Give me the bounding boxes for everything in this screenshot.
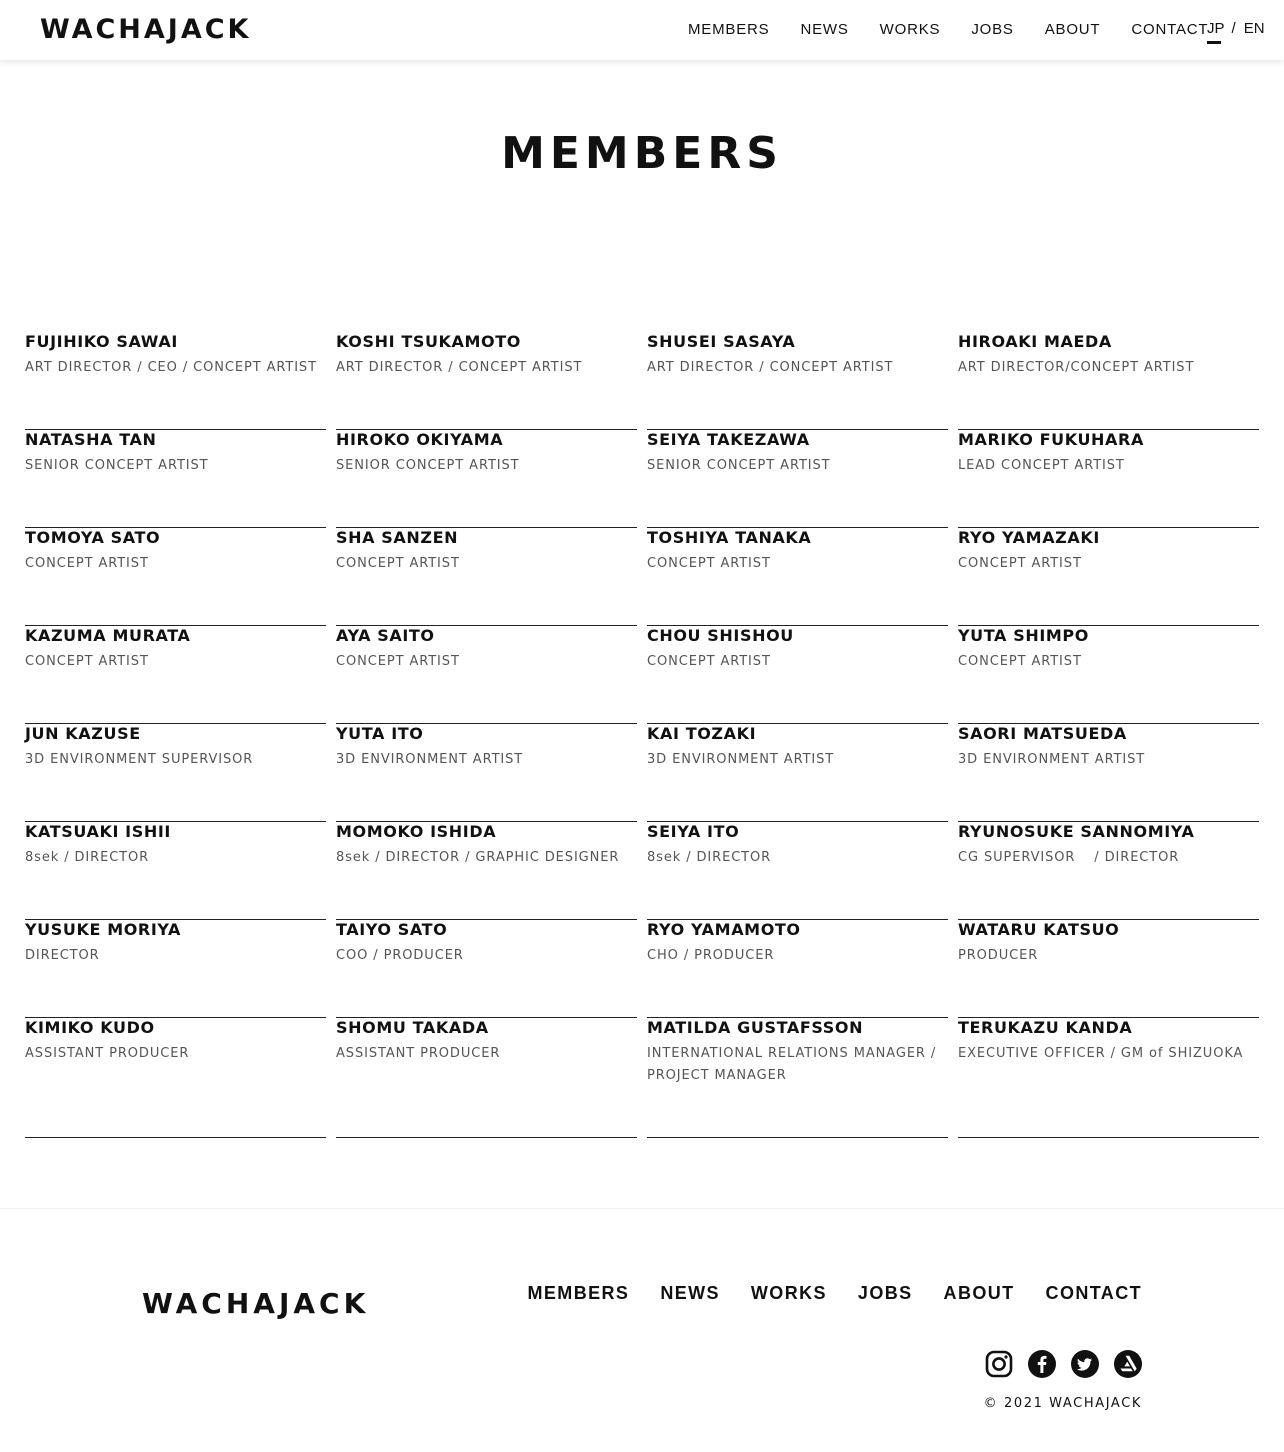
social-links: [985, 1350, 1142, 1378]
member-role: 8sek / DIRECTOR: [647, 850, 772, 865]
lang-en[interactable]: EN: [1243, 20, 1265, 37]
member-role: 8sek / DIRECTOR: [25, 850, 150, 865]
member-role: LEAD CONCEPT ARTIST: [958, 458, 1125, 473]
twitter-icon[interactable]: [1071, 1350, 1099, 1378]
member-card[interactable]: [647, 430, 948, 528]
member-card[interactable]: [958, 822, 1259, 920]
footer-nav-news[interactable]: NEWS: [660, 1283, 720, 1303]
member-name: SEIYA TAKEZAWA: [647, 430, 810, 449]
member-role: 8sek / DIRECTOR / GRAPHIC DESIGNER: [336, 850, 620, 865]
member-name: MATILDA GUSTAFSSON: [647, 1018, 864, 1037]
facebook-icon[interactable]: [1028, 1350, 1056, 1378]
member-role: ART DIRECTOR / CEO / CONCEPT ARTIST: [25, 360, 317, 375]
member-card[interactable]: [25, 430, 326, 528]
member-name: KAI TOZAKI: [647, 724, 757, 743]
instagram-icon[interactable]: [985, 1350, 1013, 1378]
footer-nav-about[interactable]: ABOUT: [943, 1283, 1015, 1303]
member-name: KATSUAKI ISHII: [25, 822, 171, 841]
member-card[interactable]: [958, 626, 1259, 724]
lang-jp[interactable]: JP: [1207, 20, 1225, 37]
member-role: CONCEPT ARTIST: [336, 556, 460, 571]
member-card[interactable]: [647, 626, 948, 724]
site-logo[interactable]: WACHAJACK: [40, 14, 252, 45]
member-card[interactable]: [958, 724, 1259, 822]
member-role: CONCEPT ARTIST: [25, 556, 149, 571]
member-name: TOMOYA SATO: [25, 528, 161, 547]
member-card[interactable]: [336, 1018, 637, 1138]
member-name: SEIYA ITO: [647, 822, 740, 841]
member-name: MOMOKO ISHIDA: [336, 822, 497, 841]
footer-nav-members[interactable]: MEMBERS: [527, 1283, 630, 1303]
member-card[interactable]: [25, 528, 326, 626]
member-role: CONCEPT ARTIST: [647, 556, 771, 571]
footer-logo[interactable]: WACHAJACK: [142, 1287, 370, 1320]
member-card[interactable]: [647, 1018, 948, 1138]
nav-jobs[interactable]: JOBS: [971, 21, 1014, 38]
member-card[interactable]: [647, 724, 948, 822]
member-role: CONCEPT ARTIST: [647, 654, 771, 669]
member-role: CONCEPT ARTIST: [958, 654, 1082, 669]
member-card[interactable]: [25, 626, 326, 724]
member-name: YUSUKE MORIYA: [25, 920, 182, 939]
member-name: SAORI MATSUEDA: [958, 724, 1127, 743]
member-name: KOSHI TSUKAMOTO: [336, 332, 521, 351]
member-role: DIRECTOR: [25, 948, 100, 963]
member-card[interactable]: [25, 724, 326, 822]
member-card[interactable]: [647, 332, 948, 430]
member-card[interactable]: [958, 1018, 1259, 1138]
member-name: HIROKO OKIYAMA: [336, 430, 504, 449]
member-role: ASSISTANT PRODUCER: [336, 1046, 501, 1061]
main-nav: [688, 21, 1239, 38]
member-card[interactable]: [336, 822, 637, 920]
member-card[interactable]: [336, 332, 637, 430]
member-name: YUTA SHIMPO: [958, 626, 1089, 645]
member-role: CHO / PRODUCER: [647, 948, 775, 963]
member-role: CG SUPERVISOR / DIRECTOR: [958, 850, 1180, 865]
member-name: NATASHA TAN: [25, 430, 157, 449]
member-role: CONCEPT ARTIST: [336, 654, 460, 669]
lang-separator: /: [1231, 20, 1236, 37]
member-card[interactable]: [336, 724, 637, 822]
page-title: MEMBERS: [501, 128, 783, 179]
member-card[interactable]: [25, 332, 326, 430]
member-card[interactable]: [647, 920, 948, 1018]
member-name: RYUNOSUKE SANNOMIYA: [958, 822, 1195, 841]
members-grid: [25, 332, 1259, 1138]
member-role: SENIOR CONCEPT ARTIST: [25, 458, 209, 473]
nav-contact[interactable]: CONTACT: [1131, 21, 1209, 38]
member-name: FUJIHIKO SAWAI: [25, 332, 178, 351]
member-card[interactable]: [647, 822, 948, 920]
member-card[interactable]: [25, 920, 326, 1018]
footer-nav: [497, 1283, 1143, 1304]
nav-about[interactable]: ABOUT: [1044, 21, 1101, 38]
member-name: HIROAKI MAEDA: [958, 332, 1112, 351]
member-role: SENIOR CONCEPT ARTIST: [647, 458, 831, 473]
member-name: TOSHIYA TANAKA: [647, 528, 812, 547]
member-name: CHOU SHISHOU: [647, 626, 794, 645]
member-role: 3D ENVIRONMENT ARTIST: [958, 752, 1146, 767]
footer-nav-contact[interactable]: CONTACT: [1045, 1283, 1142, 1303]
member-name: AYA SAITO: [336, 626, 435, 645]
member-card[interactable]: [958, 332, 1259, 430]
member-name: RYO YAMAZAKI: [958, 528, 1100, 547]
member-role: PRODUCER: [958, 948, 1039, 963]
member-role: 3D ENVIRONMENT ARTIST: [336, 752, 524, 767]
member-name: JUN KAZUSE: [25, 724, 141, 743]
member-role: 3D ENVIRONMENT ARTIST: [647, 752, 835, 767]
member-role: EXECUTIVE OFFICER / GM of SHIZUOKA: [958, 1046, 1244, 1061]
member-card[interactable]: [25, 822, 326, 920]
language-switcher: [1207, 20, 1265, 37]
member-card[interactable]: [958, 920, 1259, 1018]
member-role: ART DIRECTOR / CONCEPT ARTIST: [336, 360, 583, 375]
member-name: YUTA ITO: [336, 724, 424, 743]
member-card[interactable]: [336, 528, 637, 626]
member-role: INTERNATIONAL RELATIONS MANAGER / PROJECT MANAGER: [647, 1046, 937, 1083]
member-role: COO / PRODUCER: [336, 948, 464, 963]
member-name: KAZUMA MURATA: [25, 626, 191, 645]
site-footer: [0, 1208, 1284, 1452]
member-role: CONCEPT ARTIST: [958, 556, 1082, 571]
member-name: RYO YAMAMOTO: [647, 920, 801, 939]
member-name: TERUKAZU KANDA: [958, 1018, 1133, 1037]
member-name: KIMIKO KUDO: [25, 1018, 155, 1037]
member-role: ART DIRECTOR / CONCEPT ARTIST: [647, 360, 894, 375]
artstation-icon[interactable]: [1114, 1350, 1142, 1378]
nav-works[interactable]: WORKS: [879, 21, 941, 38]
member-role: CONCEPT ARTIST: [25, 654, 149, 669]
copyright: © 2021 WACHAJACK: [983, 1396, 1142, 1411]
footer-nav-jobs[interactable]: JOBS: [857, 1283, 913, 1303]
member-role: 3D ENVIRONMENT SUPERVISOR: [25, 752, 254, 767]
member-name: SHOMU TAKADA: [336, 1018, 489, 1037]
member-name: SHUSEI SASAYA: [647, 332, 796, 351]
member-card[interactable]: [336, 430, 637, 528]
member-name: TAIYO SATO: [336, 920, 448, 939]
member-name: WATARU KATSUO: [958, 920, 1120, 939]
member-card[interactable]: [647, 528, 948, 626]
member-card[interactable]: [336, 920, 637, 1018]
member-card[interactable]: [958, 430, 1259, 528]
footer-nav-works[interactable]: WORKS: [750, 1283, 827, 1303]
member-card[interactable]: [958, 528, 1259, 626]
site-header: [0, 0, 1284, 60]
member-role: ART DIRECTOR/CONCEPT ARTIST: [958, 360, 1195, 375]
member-card[interactable]: [25, 1018, 326, 1138]
member-role: ASSISTANT PRODUCER: [25, 1046, 190, 1061]
member-name: SHA SANZEN: [336, 528, 459, 547]
member-card[interactable]: [336, 626, 637, 724]
nav-news[interactable]: NEWS: [800, 21, 849, 38]
member-name: MARIKO FUKUHARA: [958, 430, 1144, 449]
nav-members[interactable]: MEMBERS: [688, 21, 770, 38]
member-role: SENIOR CONCEPT ARTIST: [336, 458, 520, 473]
